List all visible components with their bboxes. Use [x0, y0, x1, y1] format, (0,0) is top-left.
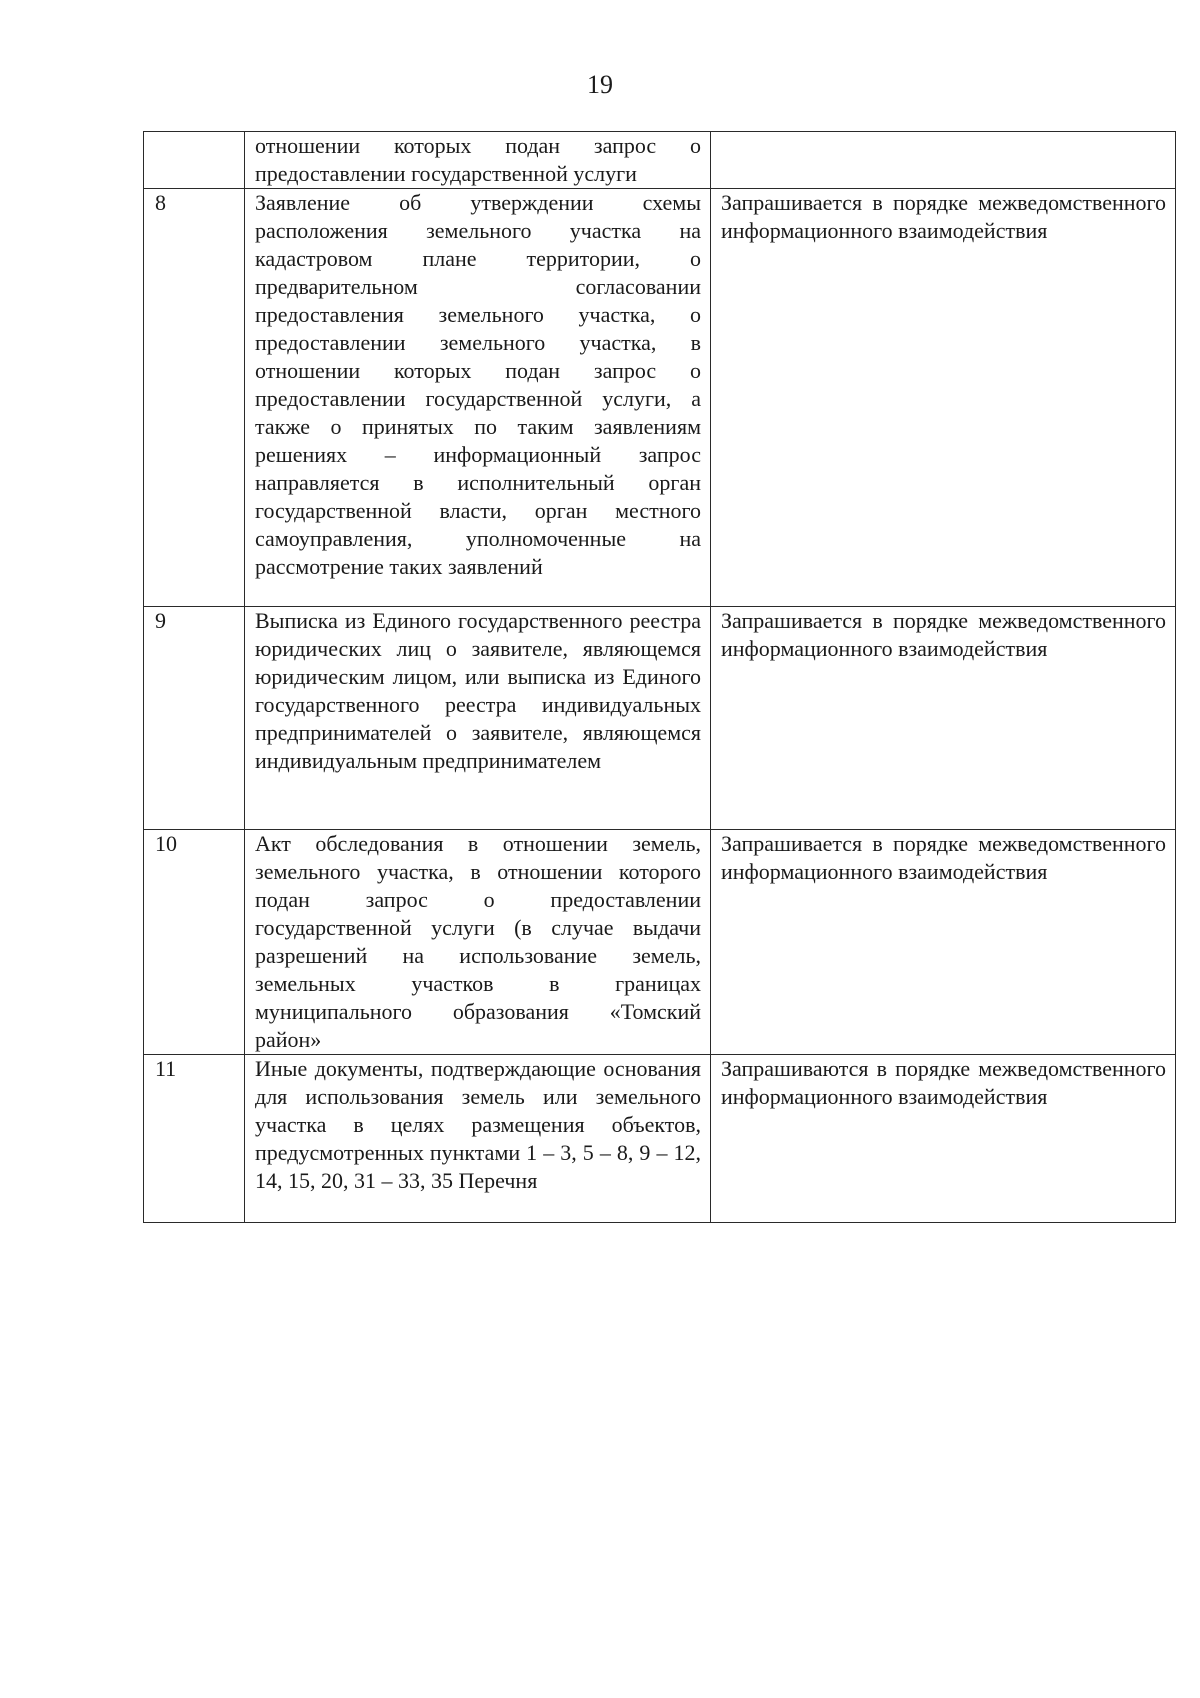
- source-cell: [711, 607, 1176, 830]
- row-number-cell: 10: [144, 830, 245, 1055]
- table-row: [144, 1055, 1176, 1223]
- page-number: 19: [587, 70, 613, 99]
- document-cell: [245, 607, 711, 830]
- row-number-cell: 8: [144, 189, 245, 607]
- document-text: Иные документы, подтверждающие основания для использования земель или земельного участка в целях размещения объектов, предусмотренных пунктами 1 – 3, 5 – 8, 9 – 12, 14, 15, 20, 31 – 33, 35 Перечня: [255, 1056, 701, 1193]
- documents-table: [143, 131, 1176, 1223]
- row-number-cell: 9: [144, 607, 245, 830]
- table-row: [144, 132, 1176, 189]
- source-text: Запрашиваются в порядке межведомственного информационного взаимодействия: [721, 1056, 1166, 1109]
- source-cell: [711, 1055, 1176, 1223]
- source-cell: [711, 830, 1176, 1055]
- document-text: Выписка из Единого государственного реестра юридических лиц о заявителе, являющемся юридическим лицом, или выписка из Единого государственного реестра индивидуальных предпринимателей о заявителе, являющемся индивидуальным предпринимателем: [255, 608, 701, 773]
- document-text: Акт обследования в отношении земель, земельного участка, в отношении которого подан запрос о предоставлении государственной услуги (в случае выдачи разрешений на использование земель, земельных участков в границах муниципального образования «Томский район»: [255, 831, 701, 1052]
- table-row: [144, 830, 1176, 1055]
- table-row: [144, 189, 1176, 607]
- document-cell: [245, 1055, 711, 1223]
- document-text: Заявление об утверждении схемы расположения земельного участка на кадастровом плане территории, о предварительном согласовании предоставления земельного участка, о предоставлении земельного участка, в отношении которых подан запрос о предоставлении государственной услуги, а также о принятых по таким заявлениям решениях – информационный запрос направляется в исполнительный орган государственной власти, орган местного самоуправления, уполномоченные на рассмотрение таких заявлений: [255, 190, 701, 579]
- document-cell: [245, 830, 711, 1055]
- row-number-cell: 11: [144, 1055, 245, 1223]
- document-cell: [245, 132, 711, 189]
- source-text: Запрашивается в порядке межведомственного информационного взаимодействия: [721, 608, 1166, 661]
- document-text: отношении которых подан запрос о предоставлении государственной услуги: [255, 133, 701, 186]
- source-text: Запрашивается в порядке межведомственного информационного взаимодействия: [721, 831, 1166, 884]
- table-row: [144, 607, 1176, 830]
- source-text: Запрашивается в порядке межведомственного информационного взаимодействия: [721, 190, 1166, 243]
- source-cell: [711, 132, 1176, 189]
- row-number-cell: [144, 132, 245, 189]
- source-cell: [711, 189, 1176, 607]
- document-cell: [245, 189, 711, 607]
